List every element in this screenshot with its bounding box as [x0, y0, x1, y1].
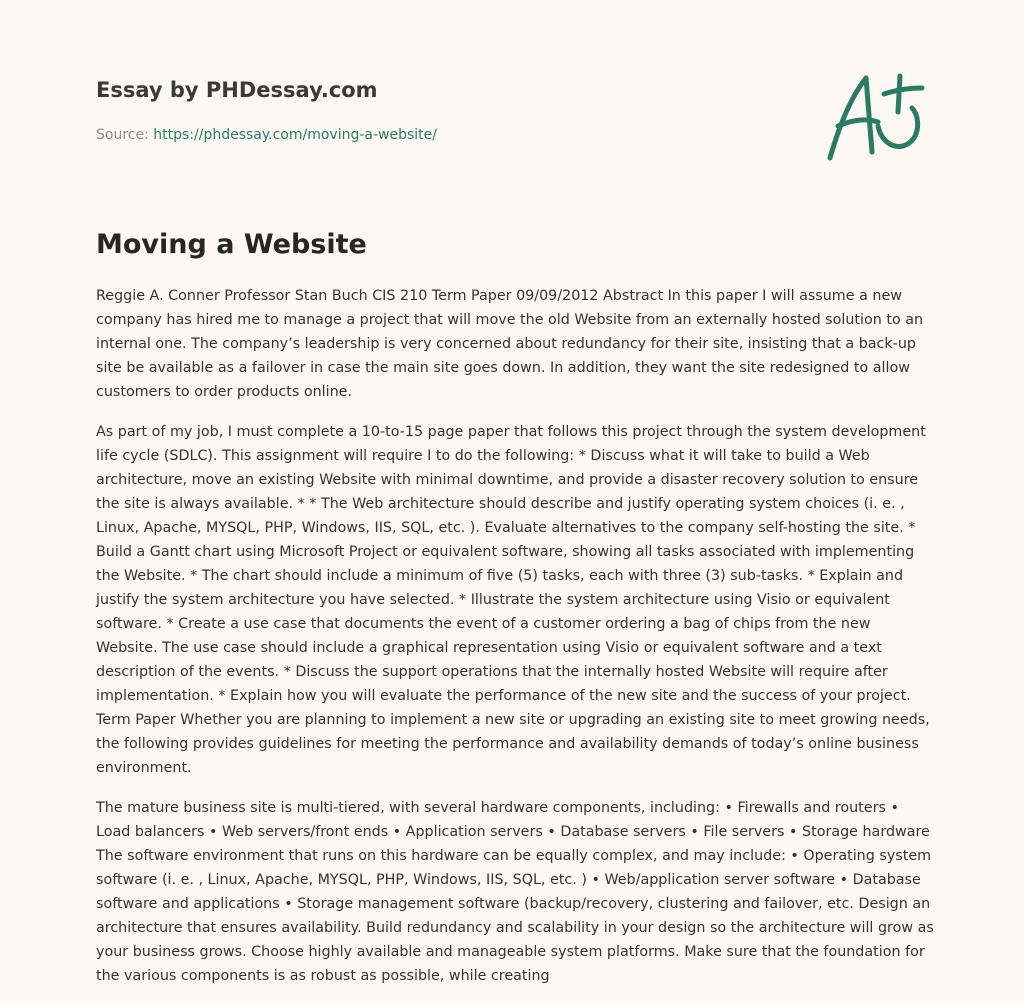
document-title: Moving a Website: [96, 229, 367, 260]
page-header: [96, 74, 796, 145]
a-plus-logo-icon: [822, 68, 926, 164]
paragraph: The mature business site is multi-tiered, with several hardware components, including: • Firewalls and routers • Load balancers • Web servers/front ends • Application servers • Database servers • File servers • Storage hardware The software environment that runs on this hardware can be equally complex, and may include: • Operating system software (i. e. , Linux, Apache, MYSQL, PHP, Windows, IIS, SQL, etc. ) • Web/application server software • Database software and applications • Storage management software (backup/recovery, clustering and failover, etc. Design an architecture that ensures availability. Build redundancy and scalability in your design so the architecture will grow as your business grows. Choose highly available and manageable system platforms. Make sure that the foundation for the various components is as robust as possible, while creating: [96, 800, 934, 984]
source-label: Source:: [96, 127, 154, 143]
source-line: [96, 125, 796, 145]
paragraph: As part of my job, I must complete a 10-to-15 page paper that follows this project through the system development life cycle (SDLC). This assignment will require I to do the following: * Discuss what it will take to build a Web architecture, move an existing Website with minimal downtime, and provide a disaster recovery solution to ensure the site is always available. * * The Web architecture should describe and justify operating system choices (i. e. , Linux, Apache, MYSQL, PHP, Windows, IIS, SQL, etc. ). Evaluate alternatives to the company self-hosting the site. * Build a Gantt chart using Microsoft Project or equivalent software, showing all tasks associated with implementing the Website. * The chart should include a minimum of five (5) tasks, each with three (3) sub-tasks. * Explain and justify the system architecture you have selected. * Illustrate the system architecture using Visio or equivalent software. * Create a use case that documents the event of a customer ordering a bag of chips from the new Website. The use case should include a graphical representation using Visio or equivalent software and a text description of the events. * Discuss the support operations that the internally hosted Website will require after implementation. * Explain how you will evaluate the performance of the new site and the success of your project. Term Paper Whether you are planning to implement a new site or upgrading an existing site to meet growing needs, the following provides guidelines for meeting the performance and availability demands of today’s online business environment.: [96, 424, 930, 776]
paragraph: Reggie A. Conner Professor Stan Buch CIS 210 Term Paper 09/09/2012 Abstract In this paper I will assume a new company has hired me to manage a project that will move the old Website from an externally hosted solution to an internal one. The company’s leadership is very concerned about redundancy for their site, insisting that a back-up site be available as a failover in case the main site goes down. In addition, they want the site redesigned to allow customers to order products online.: [96, 288, 924, 400]
source-link[interactable]: https://phdessay.com/moving-a-website/: [153, 127, 438, 143]
document-body: [96, 284, 936, 1004]
brand-title: Essay by PHDessay.com: [96, 78, 378, 102]
